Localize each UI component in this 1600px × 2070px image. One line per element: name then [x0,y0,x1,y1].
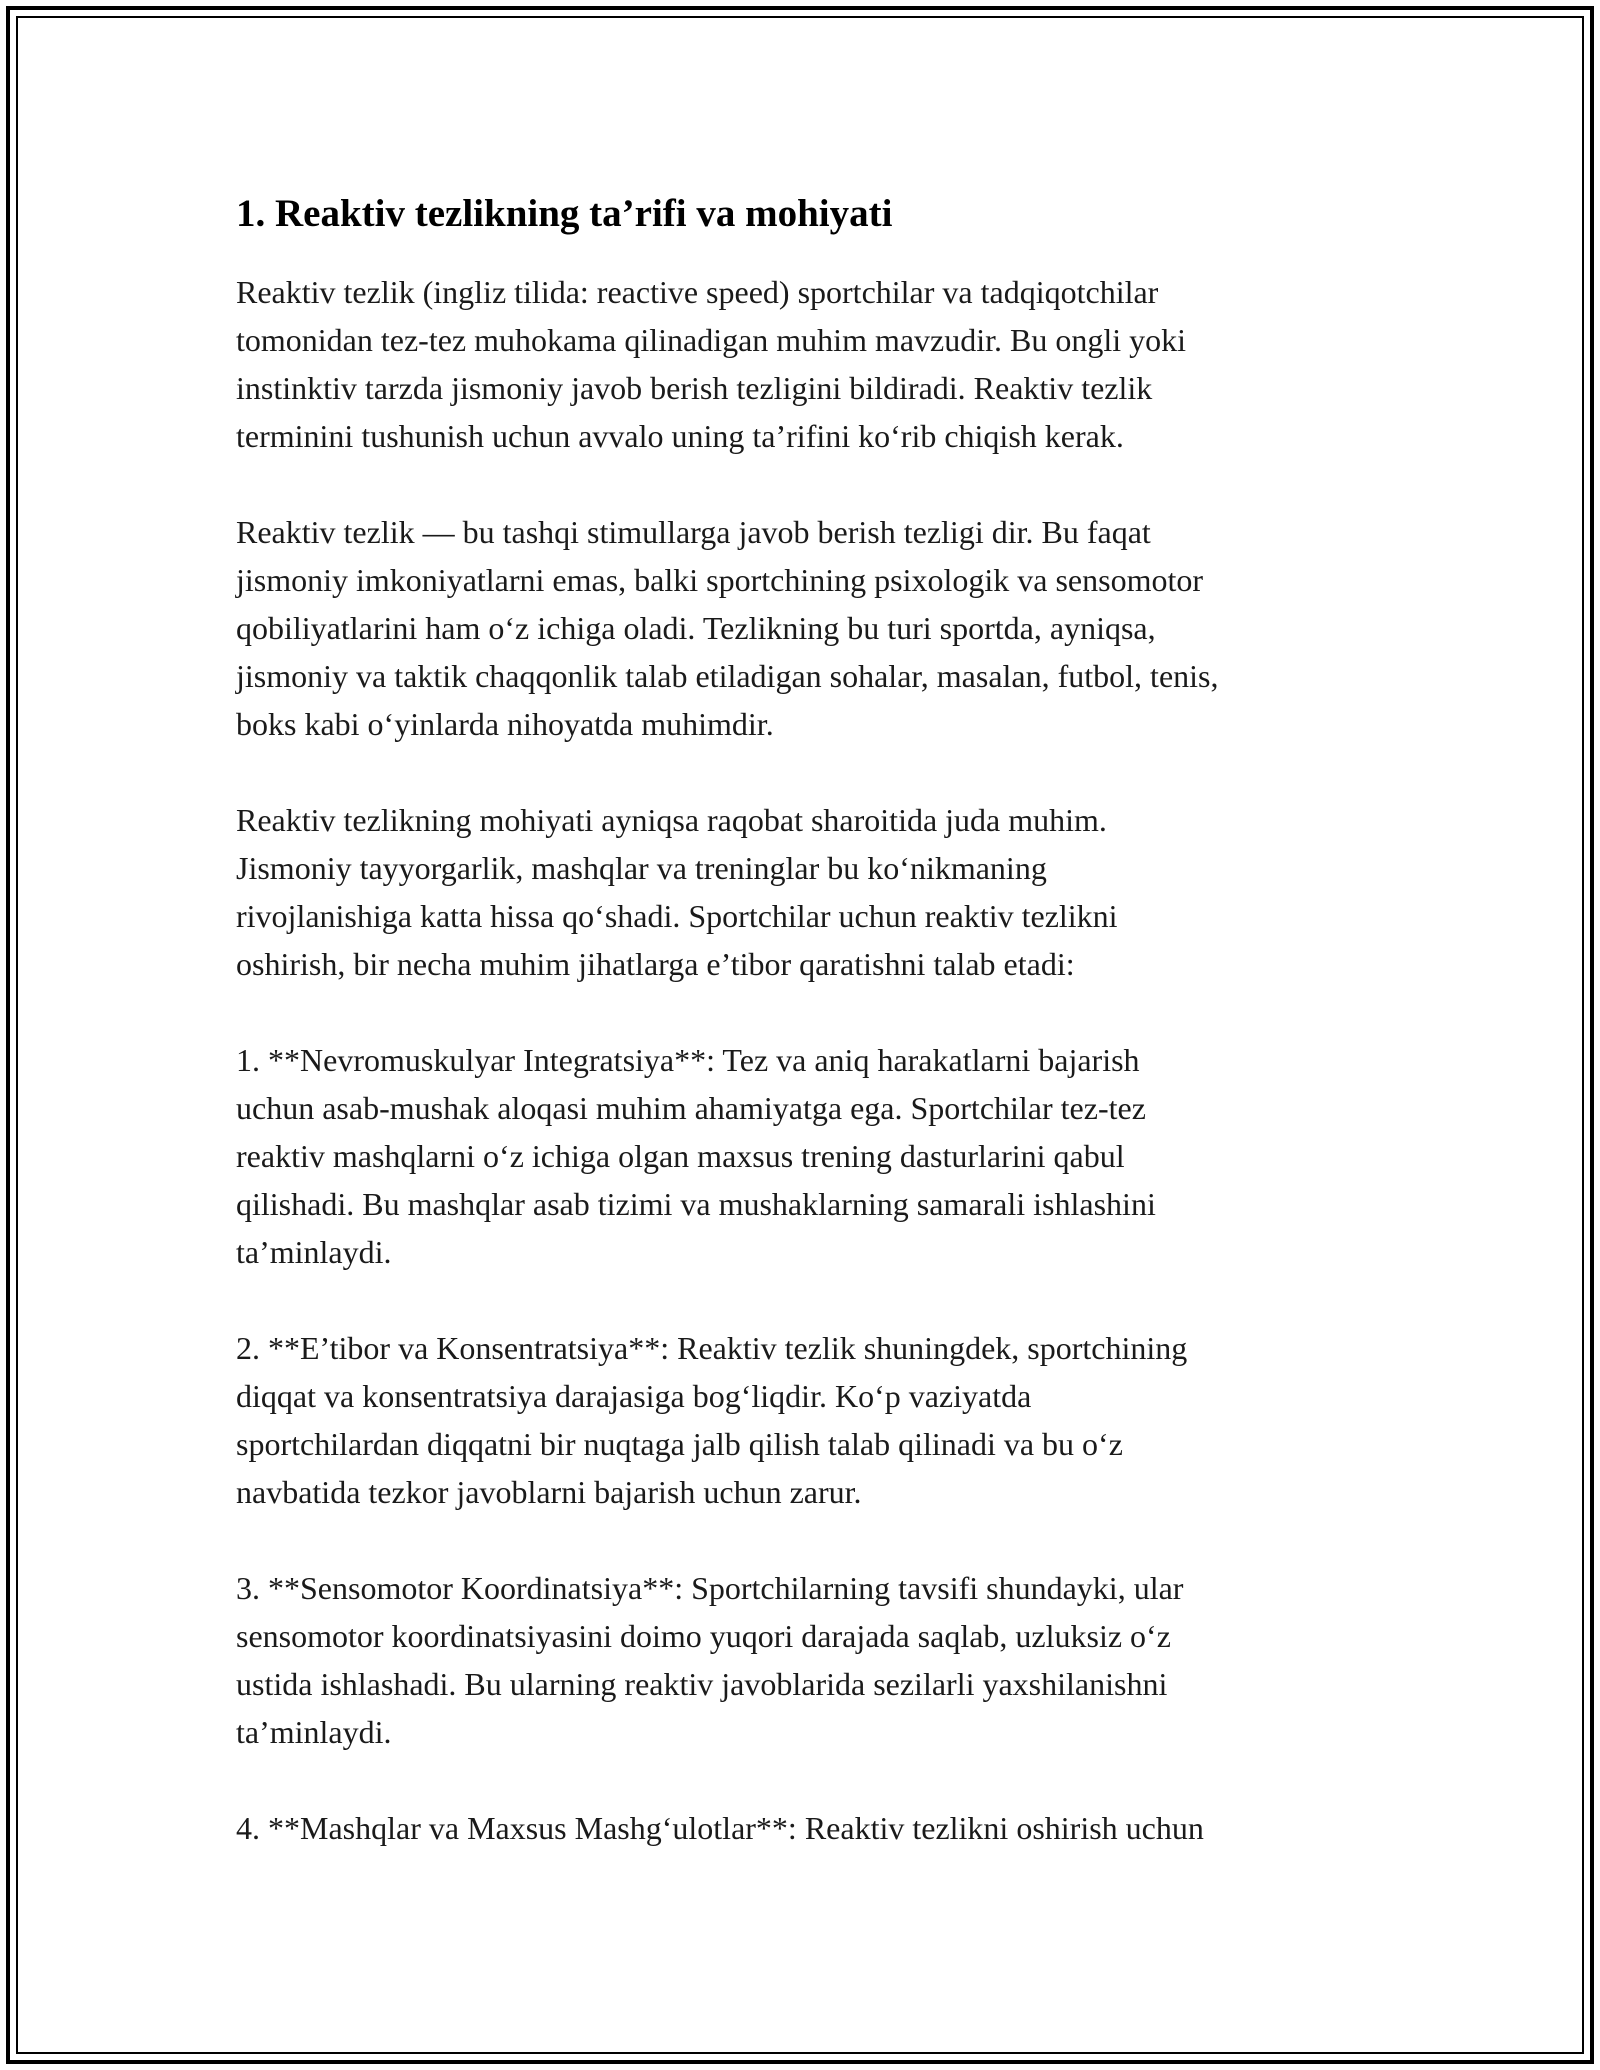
paragraph-line: navbatida tezkor javoblarni bajarish uchun zarur. [236,1474,862,1510]
paragraph-line: Jismoniy tayyorgarlik, mashqlar va treninglar bu ko‘nikmaning [236,850,1047,886]
paragraph-line: Reaktiv tezlikning mohiyati ayniqsa raqobat sharoitida juda muhim. [236,802,1107,838]
paragraph [236,1036,1376,1276]
paragraph-line: ta’minlaydi. [236,1234,392,1270]
paragraph-line: 3. **Sensomotor Koordinatsiya**: Sportchilarning tavsifi shundayki, ular [236,1570,1184,1606]
paragraph-line: 1. **Nevromuskulyar Integratsiya**: Tez va aniq harakatlarni bajarish [236,1042,1140,1078]
paragraph-line: 4. **Mashqlar va Maxsus Mashg‘ulotlar**: Reaktiv tezlikni oshirish uchun [236,1810,1204,1846]
paragraph-line: jismoniy imkoniyatlarni emas, balki sportchining psixologik va sensomotor [236,562,1204,598]
paragraph-line: instinktiv tarzda jismoniy javob berish tezligini bildiradi. Reaktiv tezlik [236,370,1153,406]
paragraph-line: rivojlanishiga katta hissa qo‘shadi. Sportchilar uchun reaktiv tezlikni [236,898,1118,934]
paragraph-line: tomonidan tez-tez muhokama qilinadigan muhim mavzudir. Bu ongli yoki [236,322,1187,358]
paragraph-line: ta’minlaydi. [236,1714,392,1750]
paragraph [236,1564,1376,1756]
paragraph-line: 2. **E’tibor va Konsentratsiya**: Reaktiv tezlik shuningdek, sportchining [236,1330,1188,1366]
paragraph [236,508,1376,748]
document-body [236,186,1376,1900]
paragraph-line: oshirish, bir necha muhim jihatlarga e’tibor qaratishni talab etadi: [236,946,1075,982]
paragraph-line: jismoniy va taktik chaqqonlik talab etiladigan sohalar, masalan, futbol, tenis, [236,658,1219,694]
paragraph-line: diqqat va konsentratsiya darajasiga bog‘liqdir. Ko‘p vaziyatda [236,1378,1032,1414]
paragraph [236,1804,1376,1852]
paragraph [236,796,1376,988]
paragraph [236,1324,1376,1516]
paragraph-line: ustida ishlashadi. Bu ularning reaktiv javoblarida sezilarli yaxshilanishni [236,1666,1168,1702]
paragraph-line: sportchilardan diqqatni bir nuqtaga jalb qilish talab qilinadi va bu o‘z [236,1426,1123,1462]
paragraph-line: reaktiv mashqlarni o‘z ichiga olgan maxsus trening dasturlarini qabul [236,1138,1125,1174]
paragraph-line: boks kabi o‘yinlarda nihoyatda muhimdir. [236,706,774,742]
paragraph-list [236,268,1376,1852]
paragraph [236,268,1376,460]
paragraph-line: Reaktiv tezlik (ingliz tilida: reactive speed) sportchilar va tadqiqotchilar [236,274,1159,310]
section-heading: 1. Reaktiv tezlikning ta’rifi va mohiyati [236,192,893,235]
paragraph-line: terminini tushunish uchun avvalo uning ta’rifini ko‘rib chiqish kerak. [236,418,1124,454]
paragraph-line: sensomotor koordinatsiyasini doimo yuqori darajada saqlab, uzluksiz o‘z [236,1618,1171,1654]
paragraph-line: qobiliyatlarini ham o‘z ichiga oladi. Tezlikning bu turi sportda, ayniqsa, [236,610,1156,646]
paragraph-line: Reaktiv tezlik — bu tashqi stimullarga javob berish tezligi dir. Bu faqat [236,514,1151,550]
paragraph-line: uchun asab-mushak aloqasi muhim ahamiyatga ega. Sportchilar tez-tez [236,1090,1146,1126]
paragraph-line: qilishadi. Bu mashqlar asab tizimi va mushaklarning samarali ishlashini [236,1186,1156,1222]
